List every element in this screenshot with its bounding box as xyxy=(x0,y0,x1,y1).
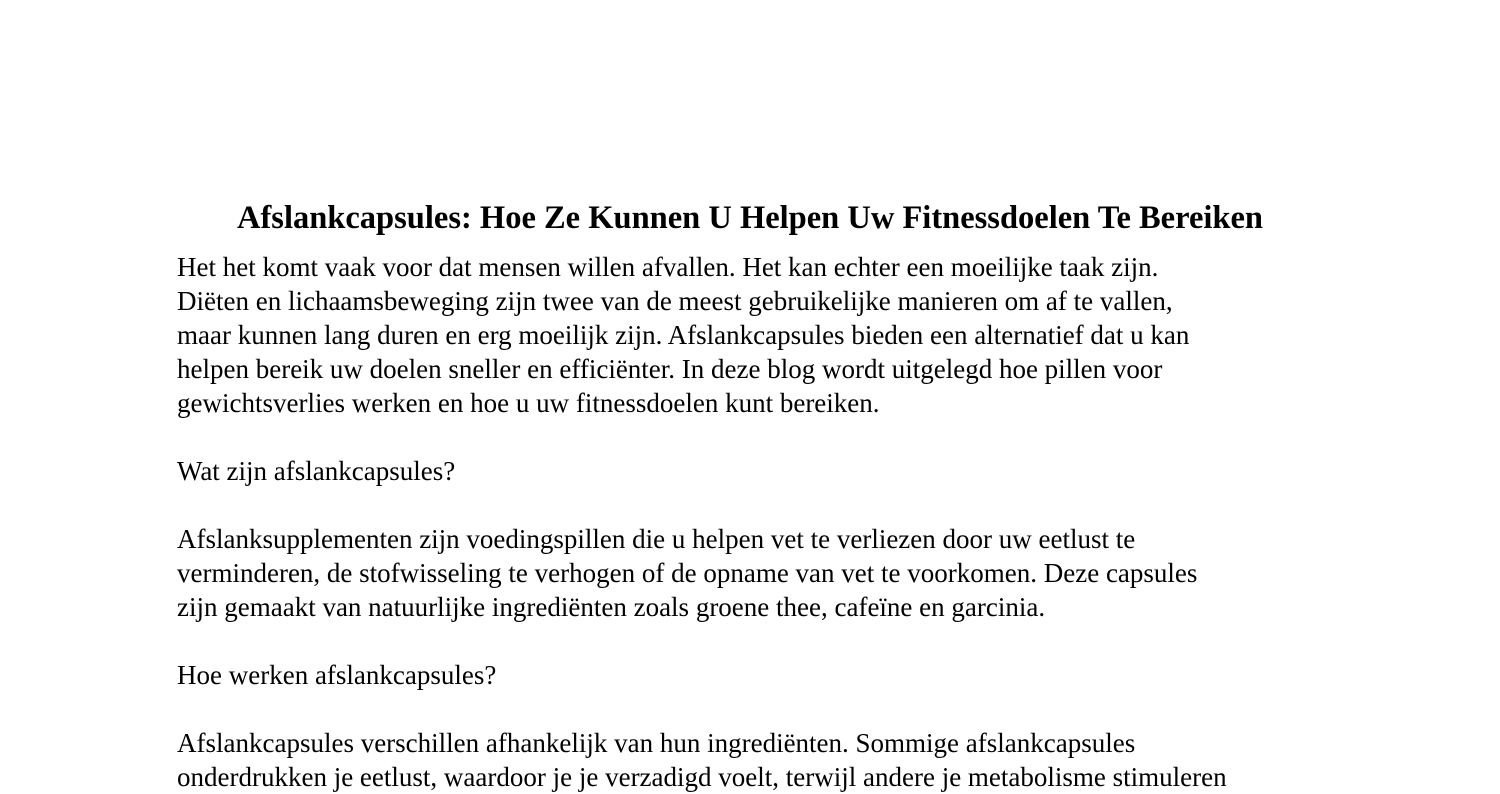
text-line: zijn gemaakt van natuurlijke ingrediënten zoals groene thee, cafeïne en garcinia. xyxy=(177,592,1046,622)
section-heading: Wat zijn afslankcapsules? xyxy=(177,456,456,486)
text-line: helpen bereik uw doelen sneller en efficiënter. In deze blog wordt uitgelegd hoe pillen voor xyxy=(177,354,1163,384)
text-line: Afslankcapsules verschillen afhankelijk van hun ingrediënten. Sommige afslankcapsules xyxy=(177,728,1136,758)
text-line: verminderen, de stofwisseling te verhogen of de opname van vet te voorkomen. Deze capsules xyxy=(177,558,1198,588)
text-line: Diëten en lichaamsbeweging zijn twee van de meest gebruikelijke manieren om af te vallen, xyxy=(177,286,1173,316)
text-line: Het het komt vaak voor dat mensen willen afvallen. Het kan echter een moeilijke taak zijn. xyxy=(177,252,1159,282)
text-line: gewichtsverlies werken en hoe u uw fitnessdoelen kunt bereiken. xyxy=(177,388,880,418)
text-line: Afslanksupplementen zijn voedingspillen die u helpen vet te verliezen door uw eetlust te xyxy=(177,524,1136,554)
document-title: Afslankcapsules: Hoe Ze Kunnen U Helpen Uw Fitnessdoelen Te Bereiken xyxy=(237,199,1263,236)
text-line: maar kunnen lang duren en erg moeilijk zijn. Afslankcapsules bieden een alternatief dat u kan xyxy=(177,320,1190,350)
text-line: onderdrukken je eetlust, waardoor je je verzadigd voelt, terwijl andere je metabolisme stimuleren xyxy=(177,762,1227,792)
section-heading: Hoe werken afslankcapsules? xyxy=(177,660,497,690)
